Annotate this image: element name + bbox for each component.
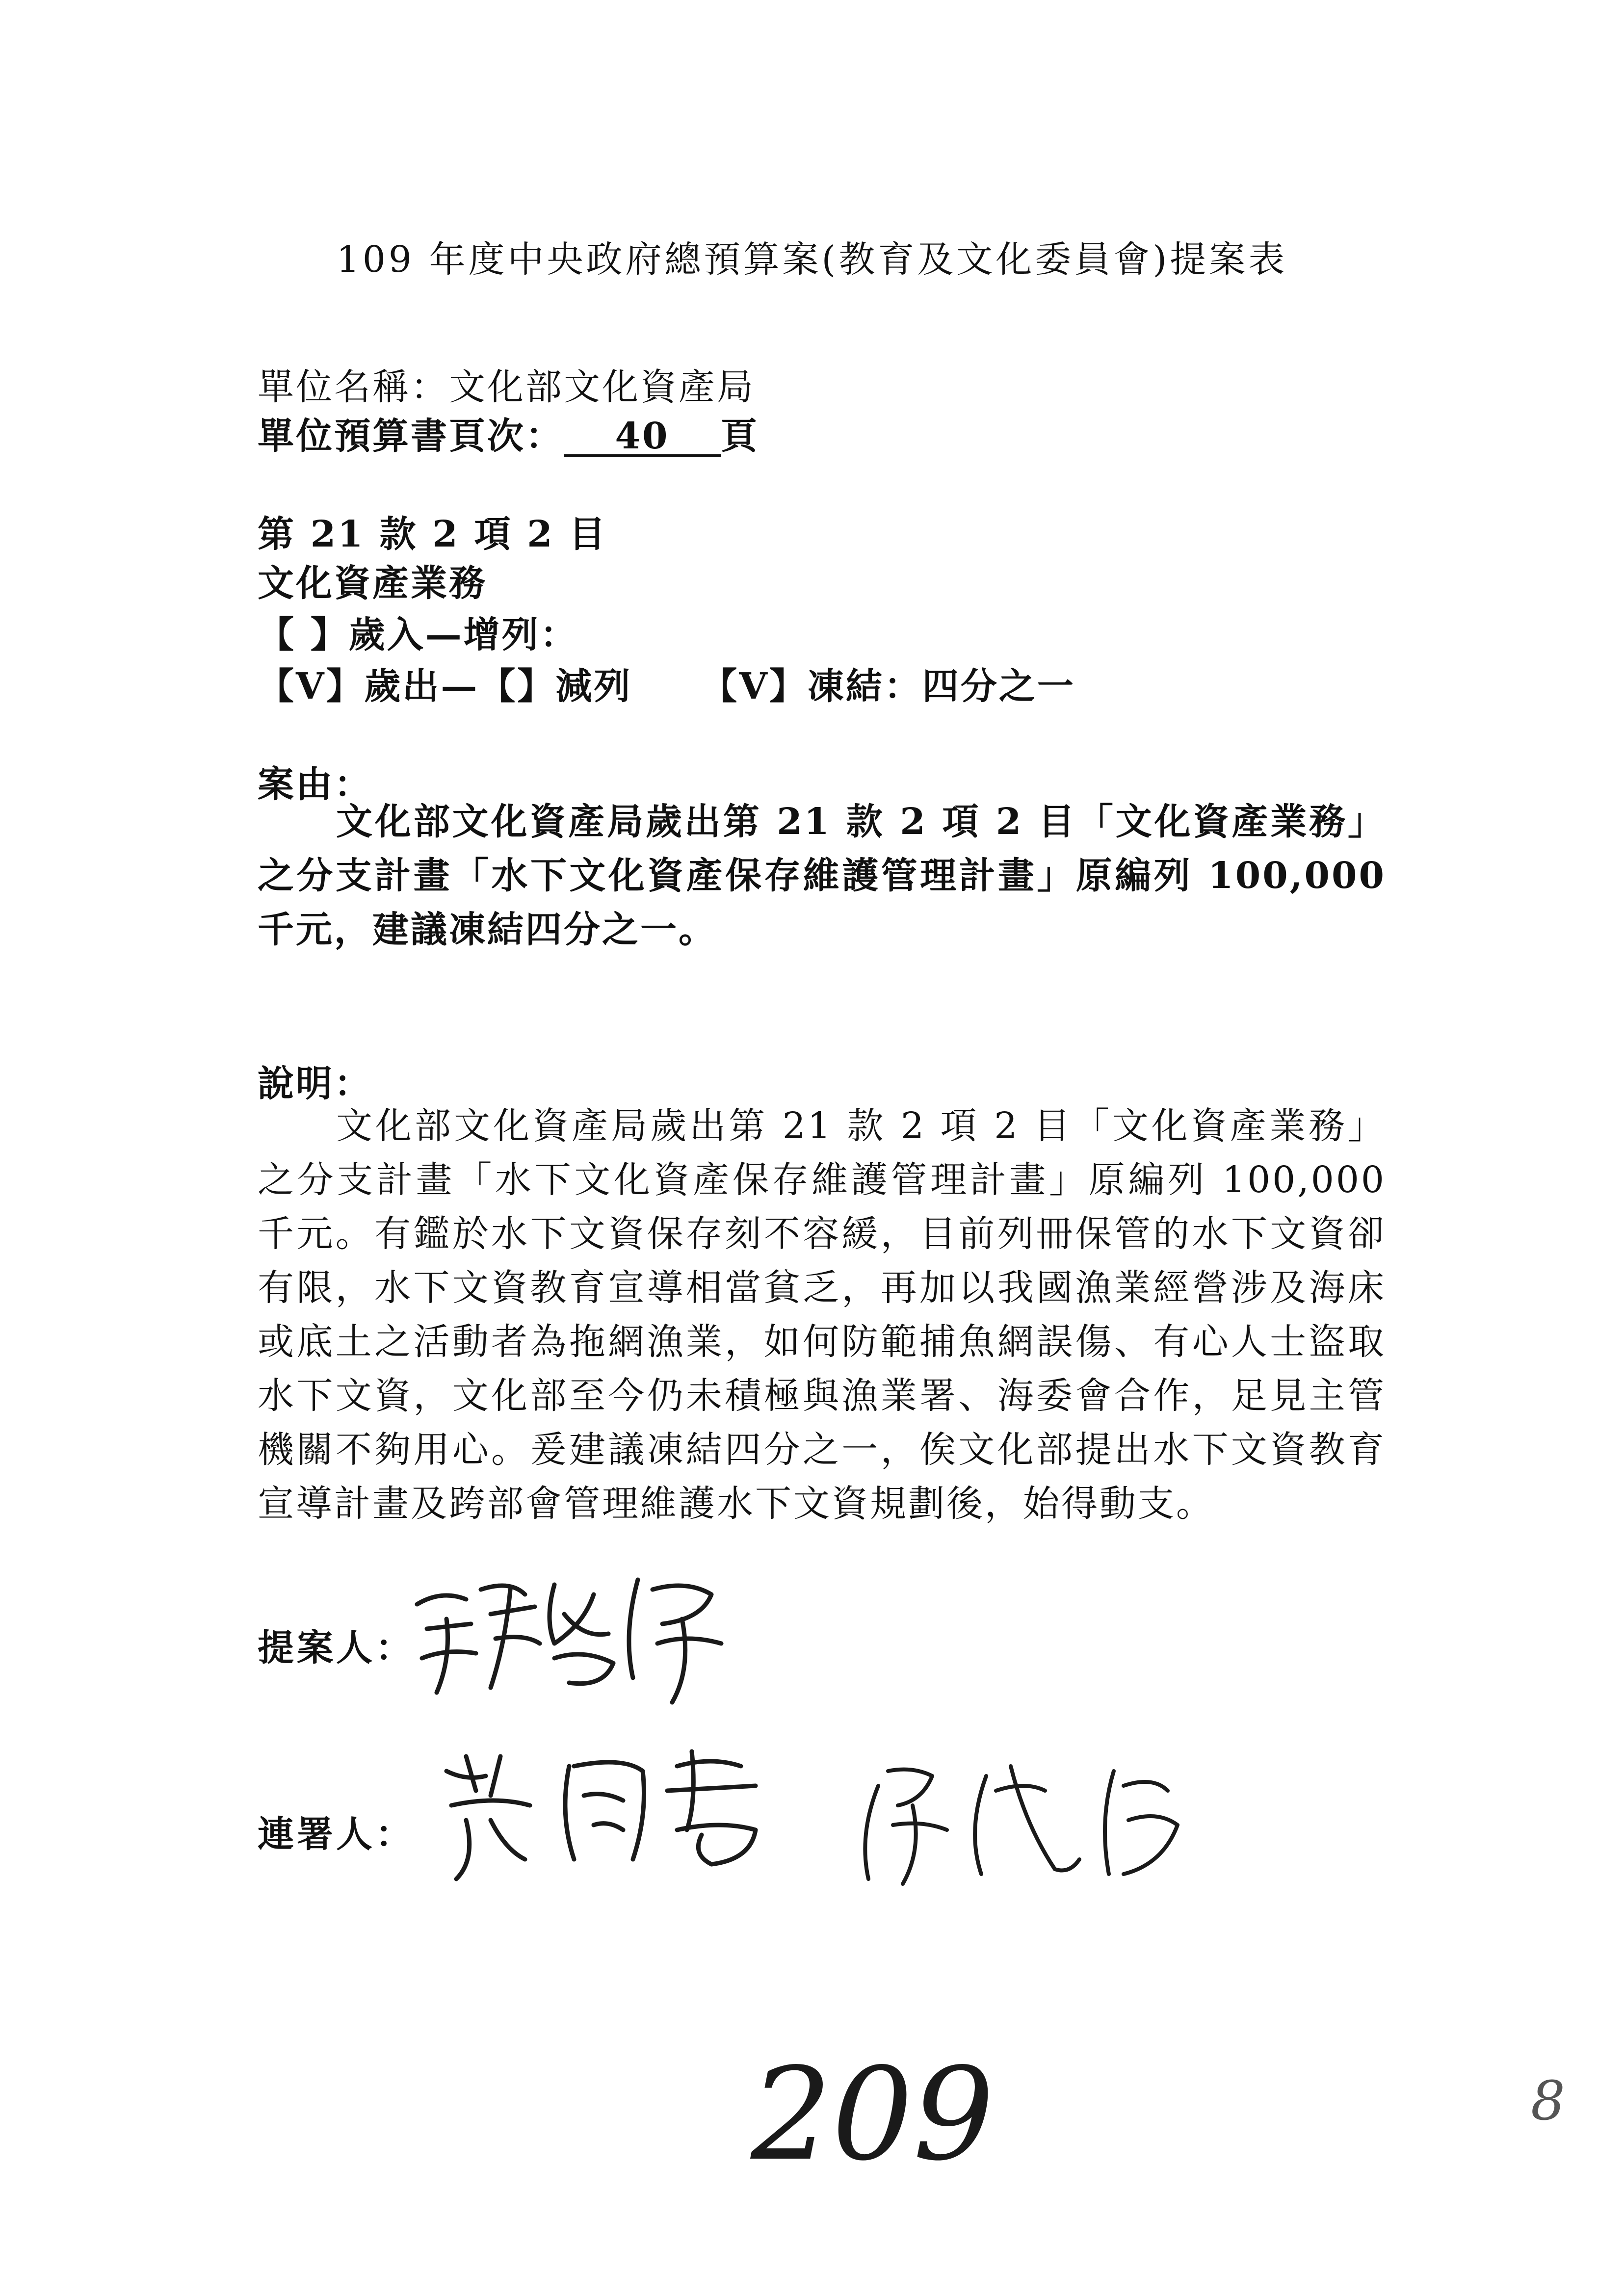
reason-text: 文化部文化資產局歲出第 21 款 2 項 2 目「文化資產業務」之分支計畫「水下文化資產保存維護管理計畫」原編列 100,000 千元，建議凍結四分之一。 bbox=[258, 801, 1386, 951]
unit-name-value: 文化部文化資產局 bbox=[449, 366, 755, 408]
document-title: 109 年度中央政府總預算案(教育及文化委員會)提案表 bbox=[336, 238, 1288, 281]
explanation-label: 說明： bbox=[258, 1063, 372, 1105]
handwritten-corner-mark bbox=[1521, 2065, 1580, 2134]
budget-page-label: 單位預算書頁次： bbox=[258, 415, 564, 457]
reason-label: 案由： bbox=[258, 763, 372, 806]
svg-text:209: 209 bbox=[751, 2041, 995, 2189]
svg-text:8: 8 bbox=[1531, 2069, 1565, 2132]
revenue-option: 【 】歲入—增列： bbox=[258, 614, 578, 656]
explanation-text: 文化部文化資產局歲出第 21 款 2 項 2 目「文化資產業務」之分支計畫「水下文化資產保存維護管理計畫」原編列 100,000 千元。有鑑於水下文資保存刻不容緩，目前列冊保管的水下文資卻有限，水下文資教育宣導相當貧乏，再加以我國漁業經營涉及海床或底土之活動者為拖網漁業，如何防範捕魚網誤傷、有心人士盜取水下文資，文化部至今仍未積極與漁業署、海委會合作，足見主管機關不夠用心。爰建議凍結四分之一，俟文化部提出水下文資教育宣導計畫及跨部會管理維護水下文資規劃後，始得動支。 bbox=[258, 1105, 1386, 1525]
cosigner-signature-1 bbox=[437, 1737, 810, 1884]
proposer-signature bbox=[407, 1560, 751, 1707]
freeze-option-text: 【V】凍結：四分之一 bbox=[701, 665, 1075, 707]
unit-name-label: 單位名稱： bbox=[258, 366, 449, 408]
cosigner-signature-2 bbox=[849, 1747, 1192, 1894]
handwritten-page-number bbox=[741, 2041, 1016, 2203]
unit-name-line bbox=[258, 358, 755, 410]
budget-page-line bbox=[258, 407, 759, 459]
item-name: 文化資產業務 bbox=[258, 562, 487, 604]
proposer-label: 提案人： bbox=[258, 1627, 415, 1669]
cosigner-label: 連署人： bbox=[258, 1813, 415, 1855]
item-code: 第 21 款 2 項 2 目 bbox=[258, 513, 607, 555]
expense-option bbox=[258, 657, 1075, 709]
budget-page-number: 40 bbox=[564, 418, 721, 457]
budget-page-suffix: 頁 bbox=[721, 415, 759, 457]
expense-option-text: 【V】歲出—【】減列 bbox=[258, 665, 632, 707]
